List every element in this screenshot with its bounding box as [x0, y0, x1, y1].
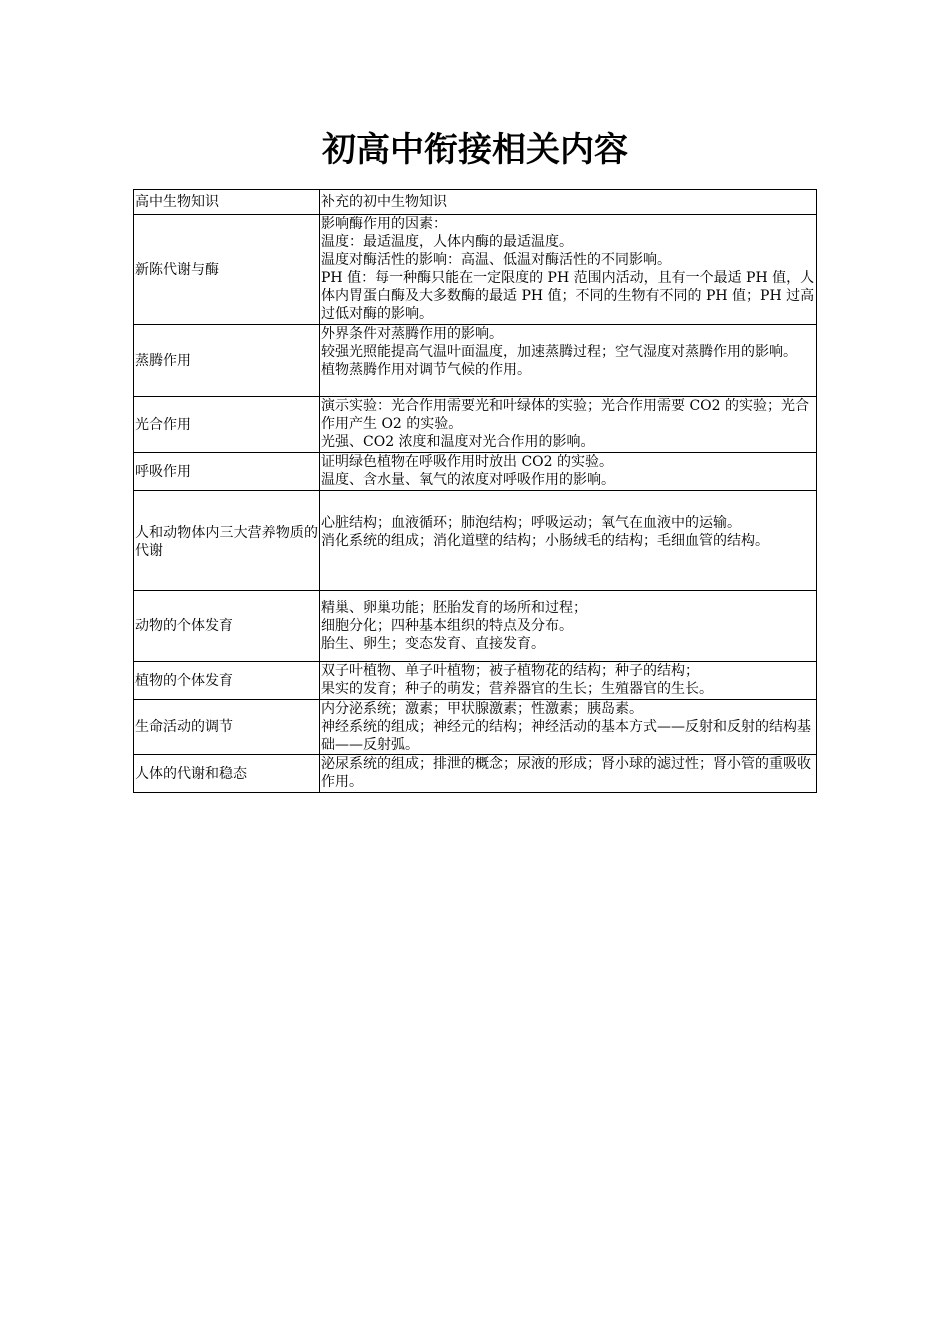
header-cell-detail: 补充的初中生物知识: [320, 190, 817, 215]
detail-line: 神经系统的组成；神经元的结构；神经活动的基本方式——反射和反射的结构基础——反射弧。: [321, 719, 811, 753]
detail-line: 泌尿系统的组成；排泄的概念；尿液的形成；肾小球的滤过性；肾小管的重吸收作用。: [321, 756, 811, 790]
detail-line: 心脏结构；血液循环；肺泡结构；呼吸运动；氧气在血液中的运输。: [321, 515, 741, 531]
detail-cell: [320, 700, 817, 755]
detail-line: PH 值：每一种酶只能在一定限度的 PH 范围内活动，且有一个最适 PH 值，人体内胃蛋白酶及大多数酶的最适 PH 值；不同的生物有不同的 PH 值；PH 过高过低对酶的影响。: [321, 270, 815, 322]
detail-cell: [320, 453, 817, 491]
detail-line: 双子叶植物、单子叶植物；被子植物花的结构；种子的结构；: [321, 663, 699, 679]
detail-line: 精巢、卵巢功能；胚胎发育的场所和过程；: [321, 600, 587, 616]
table-row: [134, 755, 817, 793]
table-row: [134, 215, 817, 325]
topic-cell: 光合作用: [134, 397, 320, 453]
table-row: [134, 591, 817, 662]
content-table: [133, 189, 817, 793]
table-header-row: [134, 190, 817, 215]
detail-line: 光强、CO2 浓度和温度对光合作用的影响。: [321, 434, 595, 450]
table-row: [134, 397, 817, 453]
detail-cell: [320, 755, 817, 793]
detail-cell: [320, 397, 817, 453]
detail-line: 温度对酶活性的影响：高温、低温对酶活性的不同影响。: [321, 252, 671, 268]
detail-line: 消化系统的组成；消化道壁的结构；小肠绒毛的结构；毛细血管的结构。: [321, 533, 769, 549]
detail-cell: [320, 491, 817, 591]
topic-cell: 蒸腾作用: [134, 325, 320, 397]
detail-line: 演示实验：光合作用需要光和叶绿体的实验；光合作用需要 CO2 的实验；光合作用产生 O2 的实验。: [321, 398, 809, 432]
detail-cell: [320, 215, 817, 325]
detail-line: 证明绿色植物在呼吸作用时放出 CO2 的实验。: [321, 454, 613, 470]
topic-cell: 人体的代谢和稳态: [134, 755, 320, 793]
detail-line: 细胞分化；四种基本组织的特点及分布。: [321, 618, 573, 634]
detail-line: 影响酶作用的因素：: [321, 216, 447, 232]
topic-cell: 植物的个体发育: [134, 662, 320, 700]
detail-line: 温度：最适温度，人体内酶的最适温度。: [321, 234, 573, 250]
header-cell-topic: 高中生物知识: [134, 190, 320, 215]
detail-cell: [320, 325, 817, 397]
table-row: [134, 325, 817, 397]
table-row: [134, 700, 817, 755]
page-title: 初高中衔接相关内容: [322, 130, 628, 170]
table-row: [134, 662, 817, 700]
topic-cell: 动物的个体发育: [134, 591, 320, 662]
detail-cell: [320, 591, 817, 662]
detail-line: 外界条件对蒸腾作用的影响。: [321, 326, 503, 342]
topic-cell: 新陈代谢与酶: [134, 215, 320, 325]
topic-cell: 呼吸作用: [134, 453, 320, 491]
detail-line: 植物蒸腾作用对调节气候的作用。: [321, 362, 531, 378]
topic-cell: 生命活动的调节: [134, 700, 320, 755]
detail-line: 果实的发育；种子的萌发；营养器官的生长；生殖器官的生长。: [321, 681, 713, 697]
detail-line: 内分泌系统；激素；甲状腺激素；性激素；胰岛素。: [321, 701, 643, 717]
table-row: [134, 491, 817, 591]
detail-line: 温度、含水量、氧气的浓度对呼吸作用的影响。: [321, 472, 615, 488]
detail-cell: [320, 662, 817, 700]
topic-cell: 人和动物体内三大营养物质的代谢: [134, 491, 320, 591]
detail-line: 较强光照能提高气温叶面温度，加速蒸腾过程；空气湿度对蒸腾作用的影响。: [321, 344, 797, 360]
table-row: [134, 453, 817, 491]
detail-line: 胎生、卵生；变态发育、直接发育。: [321, 636, 545, 652]
